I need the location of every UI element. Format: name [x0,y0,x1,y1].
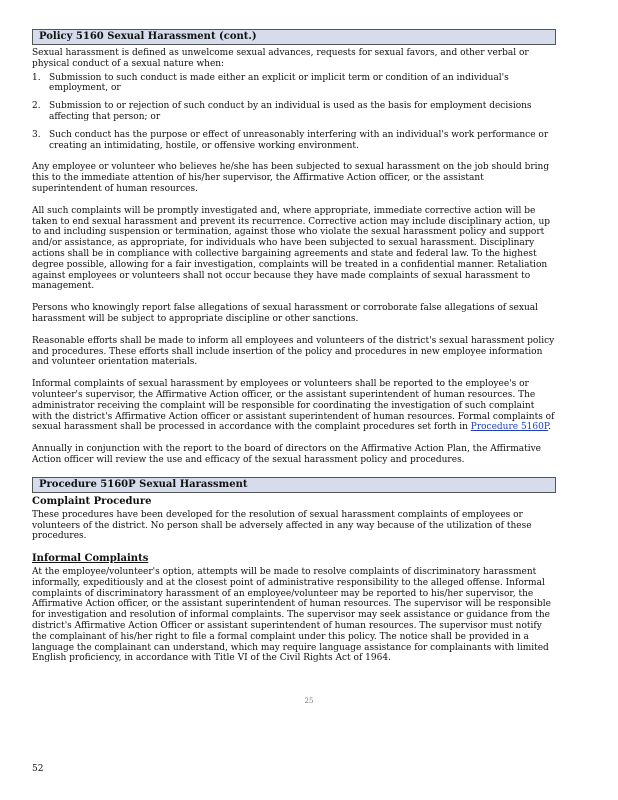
informal-complaints-heading: Informal Complaints [32,553,149,565]
list-item-number: 2. [32,101,41,112]
investigation-paragraph: All such complaints will be promptly investigated and, where appropriate, immediate corrective action will be taken to end sexual harassment and prevent its recurrence. Corrective action may include disciplinary action, up to and including suspension or termination, against those who violate the sexual harassment policy and support and/or assistance, as appropriate, for individuals who have been subjected to sexual harassment. Disciplinary actions shall be in compliance with collective bargaining agreements and state and federal law. To the highest degree possible, allowing for a fair investigation, complaints will be treated in a confidential manner. Retaliation against employees or volunteers shall not occur because they have made complaints of sexual harassment to management. [32,205,551,292]
complaint-procedure-heading: Complaint Procedure [32,495,152,507]
list-item-text: Submission to such conduct is made either an explicit or implicit term or condition of an individual's employment, or [49,72,509,94]
procedure-section-header: Procedure 5160P Sexual Harassment [32,477,556,493]
document-page [32,29,556,675]
page-number: 52 [32,764,44,774]
informal-reporting-paragraph [32,379,556,433]
list-item-number: 3. [32,129,41,140]
informal-reporting-text: Informal complaints of sexual harassment by employees or volunteers shall be reported to the employee's or volunteer's supervisor, the Affirmative Action officer, or the assistant superintendent of human resources. The administrator receiving the complaint will be responsible for coordinating the investigation of such complaint with the district's Affirmative Action officer or assistant superintendent of human resources. Formal complaints of sexual harassment shall be processed in accordance with the complaint procedures set forth in [32,379,555,433]
false-allegations-paragraph: Persons who knowingly report false allegations of sexual harassment or corroborate false allegations of sexual harassment will be subject to appropriate discipline or other sanctions. [32,303,539,324]
definition-intro: Sexual harassment is defined as unwelcome sexual advances, requests for sexual favors, and other verbal or physical conduct of a sexual nature when: [32,48,529,69]
annual-review-paragraph: Annually in conjunction with the report to the board of directors on the Affirmative Action Plan, the Affirmative Action officer will review the use and efficacy of the sexual harassment policy and procedures. [32,444,541,465]
policy-section-header: Policy 5160 Sexual Harassment (cont.) [32,29,556,45]
list-item [32,101,556,123]
center-page-mark: 25 [304,697,314,705]
awareness-paragraph: Reasonable efforts shall be made to inform all employees and volunteers of the district's sexual harassment policy and procedures. These efforts shall include insertion of the policy and procedures in new employee information and volunteer orientation materials. [32,335,555,368]
list-item [32,73,556,95]
procedure-link[interactable]: Procedure 5160P [470,422,549,433]
informal-complaints-paragraph: At the employee/volunteer's option, attempts will be made to resolve complaints of discriminatory harassment informally, expeditiously and at the closest point of administrative responsibility to the alleged offense. Informal complaints of discriminatory harassment of an employee/volunteer may be reported to his/her supervisor, the Affirmative Action officer, or the assistant superintendent of human resources. The supervisor will be responsible for investigation and resolution of informal complaints. The supervisor may seek assistance or guidance from the district's Affirmative Action Officer or assistant superintendent of human resources. The supervisor must notify the complainant of his/her right to file a formal complaint under this policy. The notice shall be provided in a language the complainant can understand, which may require language assistance for complainants with limited English proficiency, in accordance with Title VI of the Civil Rights Act of 1964. [32,567,551,664]
conditions-list [32,73,556,152]
reporting-paragraph: Any employee or volunteer who believes he/she has been subjected to sexual harassment on the job should bring this to the immediate attention of his/her supervisor, the Affirmative Action officer, or the assistant superintendent of human resources. [32,162,550,194]
informal-reporting-end: . [548,422,551,433]
list-item [32,130,556,152]
procedure-intro-paragraph: These procedures have been developed for the resolution of sexual harassment complaints of employees or volunteers of the district. No person shall be adversely affected in any way because of the utilization of these procedures. [32,509,532,542]
list-item-text: Such conduct has the purpose or effect of unreasonably interfering with an individual's work performance or creating an intimidating, hostile, or offensive working environment. [49,129,549,151]
list-item-number: 1. [32,72,41,83]
list-item-text: Submission to or rejection of such conduct by an individual is used as the basis for employment decisions affecting that person; or [49,101,532,122]
